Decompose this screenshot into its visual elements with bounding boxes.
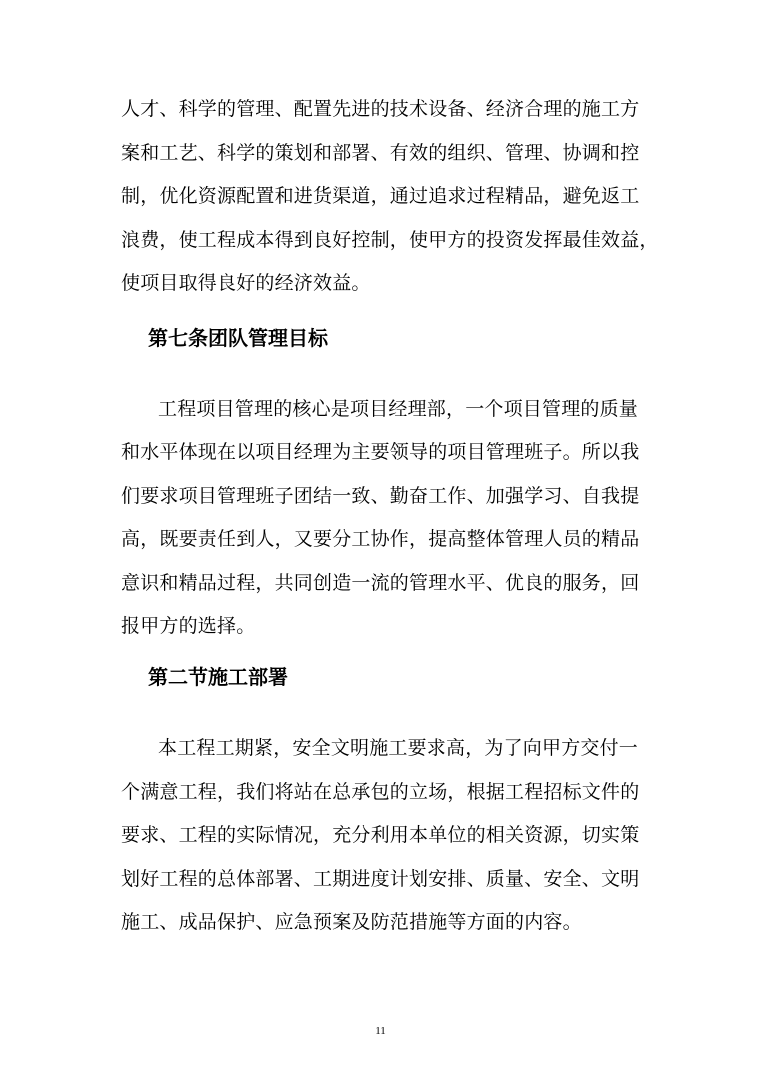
page-number: 11 — [375, 1025, 386, 1037]
text-line: 工程项目管理的核心是项目经理部，一个项目管理的质量 — [158, 398, 639, 420]
text-line: 个满意工程，我们将站在总承包的立场，根据工程招标文件的 — [121, 781, 640, 803]
text-line: 高，既要责任到人，又要分工协作，提高整体管理人员的精品 — [121, 528, 640, 550]
text-line: 意识和精品过程，共同创造一流的管理水平、优良的服务，回 — [121, 572, 640, 594]
text-line: 和水平体现在以项目经理为主要领导的项目管理班子。所以我 — [121, 441, 640, 463]
text-line: 案和工艺、科学的策划和部署、有效的组织、管理、协调和控 — [121, 142, 640, 164]
text-line: 要求、工程的实际情况，充分利用本单位的相关资源，切实策 — [121, 824, 640, 846]
text-line: 制，优化资源配置和进货渠道，通过追求过程精品，避免返工 — [121, 185, 640, 207]
text-line: 使项目取得良好的经济效益。 — [121, 272, 371, 294]
text-line: 本工程工期紧，安全文明施工要求高，为了向甲方交付一 — [158, 737, 639, 759]
text-line: 们要求项目管理班子团结一致、勤奋工作、加强学习、自我提 — [121, 485, 640, 507]
text-line: 人才、科学的管理、配置先进的技术设备、经济合理的施工方 — [121, 98, 640, 120]
text-line: 浪费，使工程成本得到良好控制，使甲方的投资发挥最佳效益， — [121, 229, 659, 251]
text-line: 报甲方的选择。 — [121, 615, 256, 637]
section-heading-construction-deployment: 第二节施工部署 — [148, 665, 288, 689]
section-heading-team-management: 第七条团队管理目标 — [148, 326, 328, 350]
text-line: 划好工程的总体部署、工期进度计划安排、质量、安全、文明 — [121, 868, 640, 890]
text-line: 施工、成品保护、应急预案及防范措施等方面的内容。 — [121, 911, 582, 933]
